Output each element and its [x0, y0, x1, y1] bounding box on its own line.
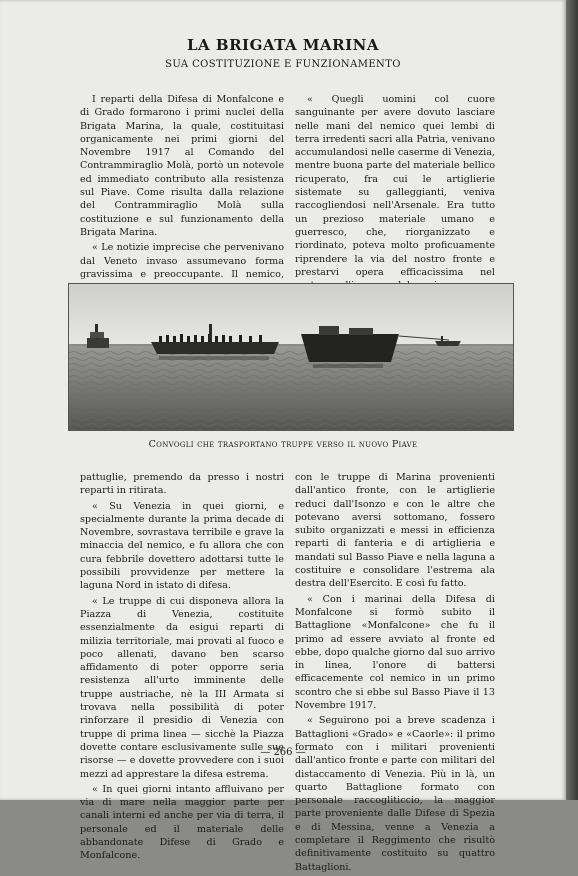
- paragraph: « Quegli uomini col cuore sanguinante per avere dovuto lasciare nelle mani del nemico quei lembi di terra irredenti sacri alla Patria, venivano accumulandosi nelle caserme di Venezia, mentre buona parte del materiale bellico ricuperato, fra cui le artiglierie sistemate su galleggianti, veniva raccogliendosi nell'Arsenale. Era tutto un prezioso materiale umano e guerresco, che, riorganizzato e riordinato, poteva molto proficuamente riprendere la via del nostro fronte e prestarvi opera efficacissima nel: [295, 94, 495, 278]
- paragraph: « Con i marinai della Difesa di Monfalcone si formò subito il Battaglione «Monfalcone» che fu il primo ad essere avviato al fronte ed ebbe, dopo qualche giorno dal suo arrivo in linea, l'onore di battersi efficacemente col nemico in un primo scontro che si ebbe sul Basso Piave il 13 Novembre 1917.: [295, 593, 495, 712]
- page-number: — 266 —: [260, 747, 306, 758]
- paragraph: « Le notizie imprecise che pervenivano dal Veneto invaso assumevano forma gravissima e preoccupante. Il nemico,: [80, 242, 284, 280]
- book-edge: [566, 0, 578, 800]
- paragraph: « Seguirono poi a breve scadenza i Battaglioni «Grado» e «Caorle»: il primo formato con i militari provenienti dall'antico fronte e parte con militari del distaccamento di Venezia. Più in là, un quarto Battaglione formato con personale raccogliticcio, la maggior parte proveniente dalle Difese di Spezia e di Messina, venne a Venezia a completare il Reggimento che risultò definitivamente costituito su quattro Battaglioni.: [295, 715, 495, 873]
- paragraph: « In quei giorni intanto affluivano per via di mare nella maggior parte per canali interni ed anche per via di terra, il personale ed il materiale delle abbandonate Difese di Grado e Monfalcone.: [80, 783, 284, 862]
- figure-caption: Convogli che trasportano truppe verso il nuovo Piave: [148, 439, 418, 450]
- convoy-photo-image: [69, 284, 513, 430]
- column-bottom-left: [80, 471, 284, 865]
- paragraph: con le truppe di Marina provenienti dall'antico fronte, con le artiglierie reduci dall'Isonzo e con le altre che potevano aversi sottomano, fossero subito organizzati e messi in efficienza reparti di fanteria e di artiglieria e mandati sul Basso Piave e nella laguna a costituire e consolidare l'estrema ala destra dell'Esercito. E così fu fatto.: [295, 472, 495, 590]
- paragraph: « Su Venezia in quei giorni, e specialmente durante la prima decade di Novembre, sovrastava terribile e grave la minaccia del nemico, e fu allora che con cura febbrile dovettero adottarsi tutte le possibili provvidenze per mettere la laguna Nord in istato di difesa.: [80, 500, 284, 592]
- page-subtitle: SUA COSTITUZIONE E FUNZIONAMENTO: [165, 59, 401, 70]
- convoy-photo: [68, 283, 514, 431]
- paragraph: pattuglie, premendo da presso i nostri reparti in ritirata.: [80, 472, 284, 497]
- paragraph: « Le truppe di cui disponeva allora la Piazza di Venezia, costituite essenzialmente da esigui reparti di milizia territoriale, mai provati al fuoco e poco allenati, davano ben scarso affidamento di poter opporre seria resistenza all'urto imminente delle truppe austriache, nè la III Armata si trovava nella possibilità di poter rinforzare il presidio di Venezia con truppe di prima linea — sicchè la Piazza dovette contare esclusivamente sulle sue risorse — e dovette provvedere con i suoi mezzi ad apprestare la difesa estrema.: [80, 595, 284, 780]
- paragraph: I reparti della Difesa di Monfalcone e di Grado formarono i primi nuclei della Brigata Marina, la quale, costituitasi organicamente nei primi giorni del Novembre 1917 al Comando del Contrammiraglio Molà, portò un notevole ed immediato contributo alla resistenza sul Piave. Come risulta dalla relazione del Contrammiraglio Molà sulla costituzione e sul funzionamento della Brigata Marina.: [80, 94, 284, 238]
- column-bottom-right: [295, 471, 495, 876]
- page-title: LA BRIGATA MARINA: [187, 36, 379, 54]
